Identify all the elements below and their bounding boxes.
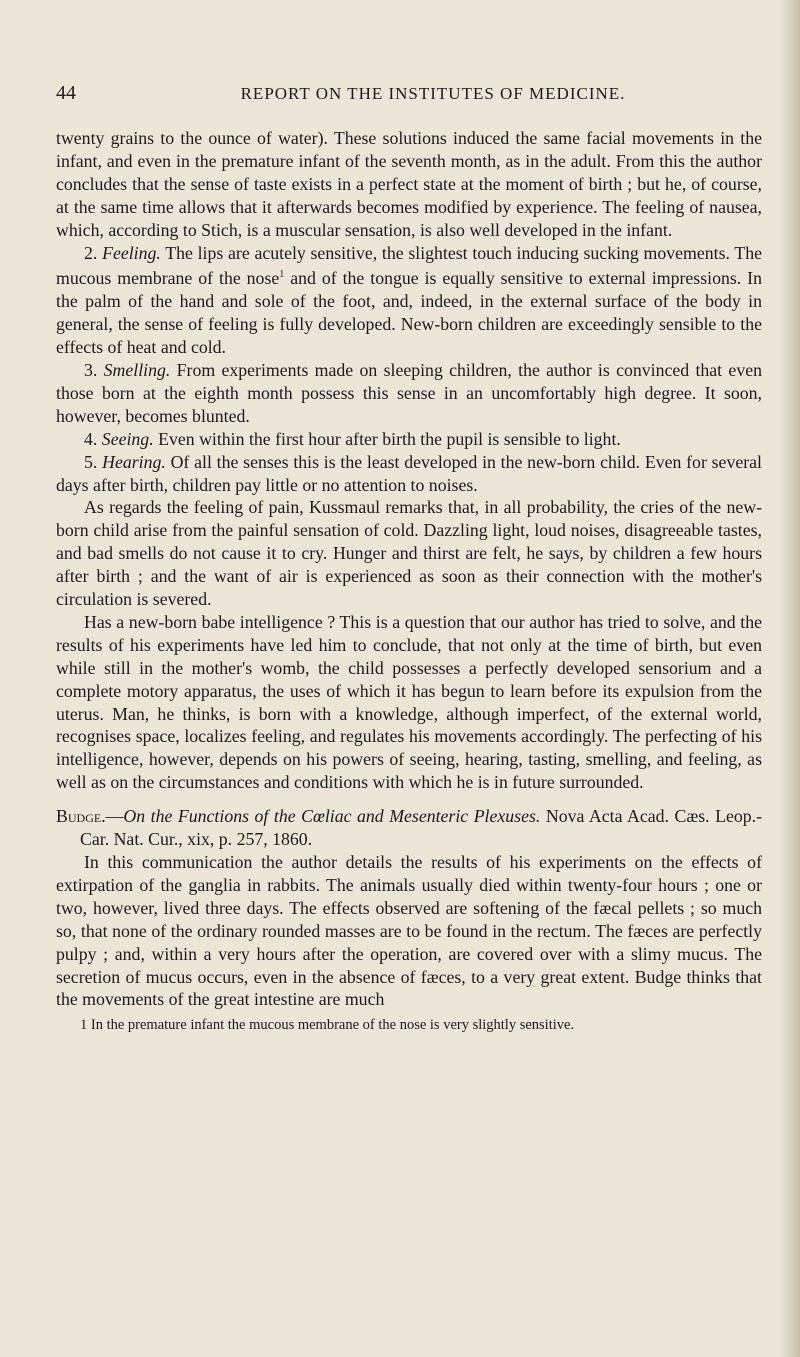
reference-citation: Nova Acta Acad. Cæs. Leop.-Car. Nat. Cur., xix, p. 257, 1860. [80,806,762,850]
item-heading: Smelling. [103,359,171,380]
paragraph-budge-experiments: In this communication the author details the results of his experiments on the effects of extirpation of the ganglia in rabbits. The animals usually died within twenty-four hours ; one or two, however, lived three days. The effects observed are softening of the fæcal pellets ; so much so, that none of the ordinary rounded masses are to be found in the rectum. The fæces are perfectly pulpy ; and, within a very hours after the operation, are covered over with a slimy mucus. The secretion of mucus occurs, even in the absence of fæces, to a very great extent. Budge thinks that the movements of the great intestine are much [56,852,762,1010]
reference-dash: — [105,806,124,827]
item-number: 5. [84,451,98,472]
header-title: REPORT ON THE INSTITUTES OF MEDICINE. [240,84,626,103]
paragraph-hearing [56,451,762,497]
item-text: and of the tongue is equally sensitive to external impressions. In the palm of the hand and sole of the foot, and, indeed, in the external surface of the body in general, the sense of feeling is fully developed. New-born children are exceedingly sensible to the effects of heat and cold. [56,268,762,358]
item-text: From experiments made on sleeping children, the author is convinced that even those born at the eighth month possess this sense in an uncomfortably high degree. It soon, however, becomes blunted. [56,359,762,426]
reference-entry [56,805,762,851]
item-number: 3. [84,359,98,380]
item-text: The lips are acutely sensitive, the slightest touch inducing sucking movements. The mucous membrane of the nose [56,242,762,289]
reference-author: Budge. [56,806,106,827]
footnote-ref: 1 [279,269,285,281]
footnote [56,1016,762,1034]
paragraph-seeing [56,428,762,451]
paragraph-feeling [56,242,762,359]
item-heading: Hearing. [102,451,166,472]
footnote-mark: 1 [80,1017,88,1034]
footnote-text: In the premature infant the mucous membrane of the nose is very slightly sensitive. [90,1017,575,1034]
page-number: 44 [56,82,76,104]
running-head [56,82,756,108]
item-heading: Feeling. [102,242,161,263]
item-text: Of all the senses this is the least developed in the new-born child. Even for several days after birth, children pay little or no attention to noises. [56,451,762,495]
page-edge-shadow [778,0,800,1357]
item-heading: Seeing. [101,428,154,449]
paragraph-smelling [56,359,762,428]
paragraph-taste: twenty grains to the ounce of water). These solutions induced the same facial movements in the infant, and even in the premature infant of the seventh month, as in the adult. From this the author concludes that the sense of taste exists in a perfect state at the moment of birth ; but he, of course, at the same time allows that it afterwards becomes modified by experience. The feeling of nausea, which, according to Stich, is a muscular sensation, is also well developed in the infant. [56,128,762,240]
item-number: 2. [84,242,98,263]
item-number: 4. [84,428,98,449]
body-text [56,127,762,1034]
item-text: Even within the first hour after birth the pupil is sensible to light. [158,428,621,449]
reference-title: On the Functions of the Cœliac and Mesenteric Plexuses. [123,806,541,827]
paragraph-pain: As regards the feeling of pain, Kussmaul remarks that, in all probability, the cries of the new-born child arise from the painful sensation of cold. Dazzling light, loud noises, disagreeable tastes, and bad smells do not cause it to cry. Hunger and thirst are felt, he says, by children a few hours after birth ; and the want of air is experienced as soon as their connection with the mother's circulation is severed. [56,497,762,610]
paragraph-intelligence: Has a new-born babe intelligence ? This is a question that our author has tried to solve, and the results of his experiments have led him to conclude, that not only at the time of birth, but even while still in the mother's womb, the child possesses a perfectly developed sensorium and a complete motory apparatus, the uses of which it has begun to learn before its expulsion from the uterus. Man, he thinks, is born with a knowledge, although imperfect, of the external world, recognises space, localizes feeling, and regulates his movements accordingly. The perfecting of his intelligence, however, depends on his powers of seeing, hearing, tasting, smelling, and feeling, as well as on the circumstances and conditions with which he is in future surrounded. [56,611,762,793]
